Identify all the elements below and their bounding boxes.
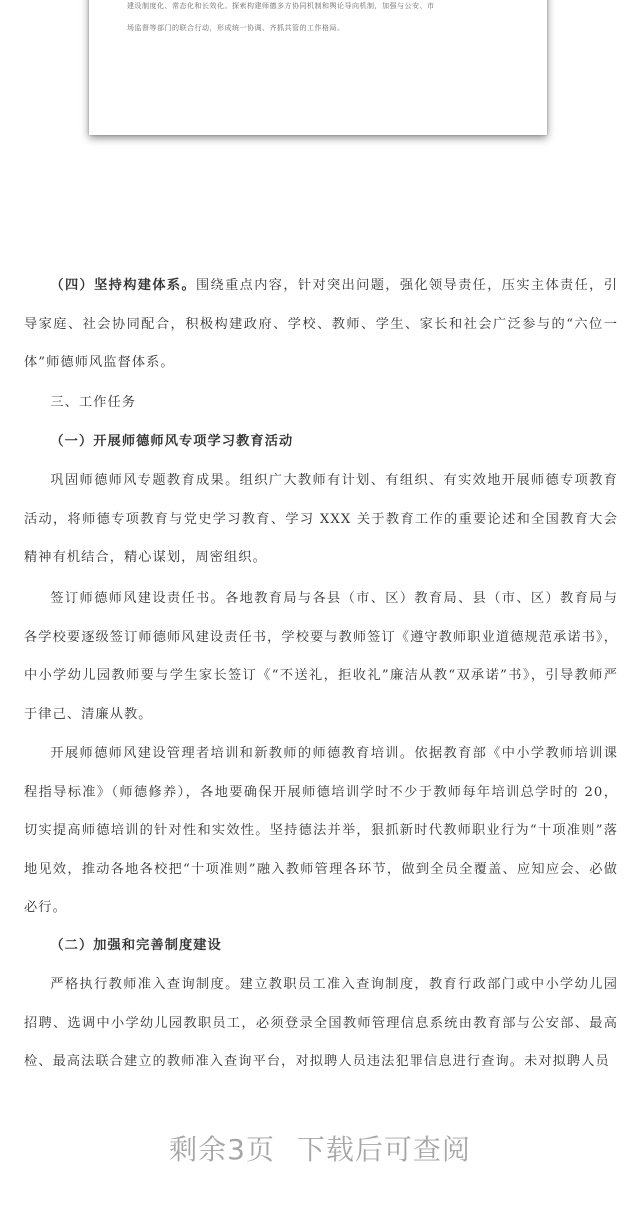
heading-work-tasks: 三、工作任务 [50,395,137,410]
paragraph-4: 严格执行教师准入查询制度。建立教职员工准入查询制度，教育行政部门或中小学幼儿园招聘、选调中小学幼儿园教职员工，必须登录全国教师管理信息系统由教育部与公安部、最高检、最高法联合建立的教师准入查询平台，对拟聘人员违法犯罪信息进行查询。未对拟聘人员 [24,977,618,1070]
paragraph-3: 开展师德师风建设管理者培训和新教师的师德教育培训。依据教育部《中小学教师培训课程指导标准》（师德修养），各地要确保开展师德培训学时不少于教师每年培训总学时的 20，切实提高师德培训的针对性和实效性。坚持德法并举，狠抓新时代教师职业行为“十项准则”落地见效，推动各地各校把“十项准则”融入教师管理各环节，做到全员全覆盖、应知应会、必做必行。 [24,746,618,916]
paragraph-1: 巩固师德师风专题教育成果。组织广大教师有计划、有组织、有实效地开展师德专项教育活动，将师德专项教育与党史学习教育、学习 XXX 关于教育工作的重要论述和全国教育大会精神有机结合，精心谋划，周密组织。 [24,473,618,566]
subheading-2: （二）加强和完善制度建设 [50,938,222,953]
section-4-paragraph [24,267,618,383]
section-4-text: 围绕重点内容，针对突出问题，强化领导责任，压实主体责任，引导家庭、社会协同配合，积极构建政府、学校、教师、学生、家长和社会广泛参与的“六位一体”师德师风监督体系。 [24,278,618,371]
card-text-line-1: 建设制度化、常态化和长效化。探索构建师德多方协同机制和舆论导向机制，加强与公安、市 [127,2,435,10]
subheading-1: （一）开展师德师风专项学习教育活动 [50,434,294,449]
section-4-label: （四）坚持构建体系。 [50,278,196,293]
paragraph-2: 签订师德师风建设责任书。各地教育局与各县（市、区）教育局、县（市、区）教育局与各学校要逐级签订师德师风建设责任书，学校要与教师签订《遵守教师职业道德规范承诺书》，中小学幼儿园教师要与学生家长签订《“不送礼，拒收礼”廉洁从教“双承诺”书》，引导教师严于律己、清廉从教。 [24,591,618,722]
card-text-line-2: 场监督等部门的联合行动，形成统一协调、齐抓共管的工作格局。 [127,24,345,32]
previous-page-card [89,0,547,135]
remaining-pages-notice[interactable]: 剩余3页 下载后可查阅 [169,1133,471,1166]
